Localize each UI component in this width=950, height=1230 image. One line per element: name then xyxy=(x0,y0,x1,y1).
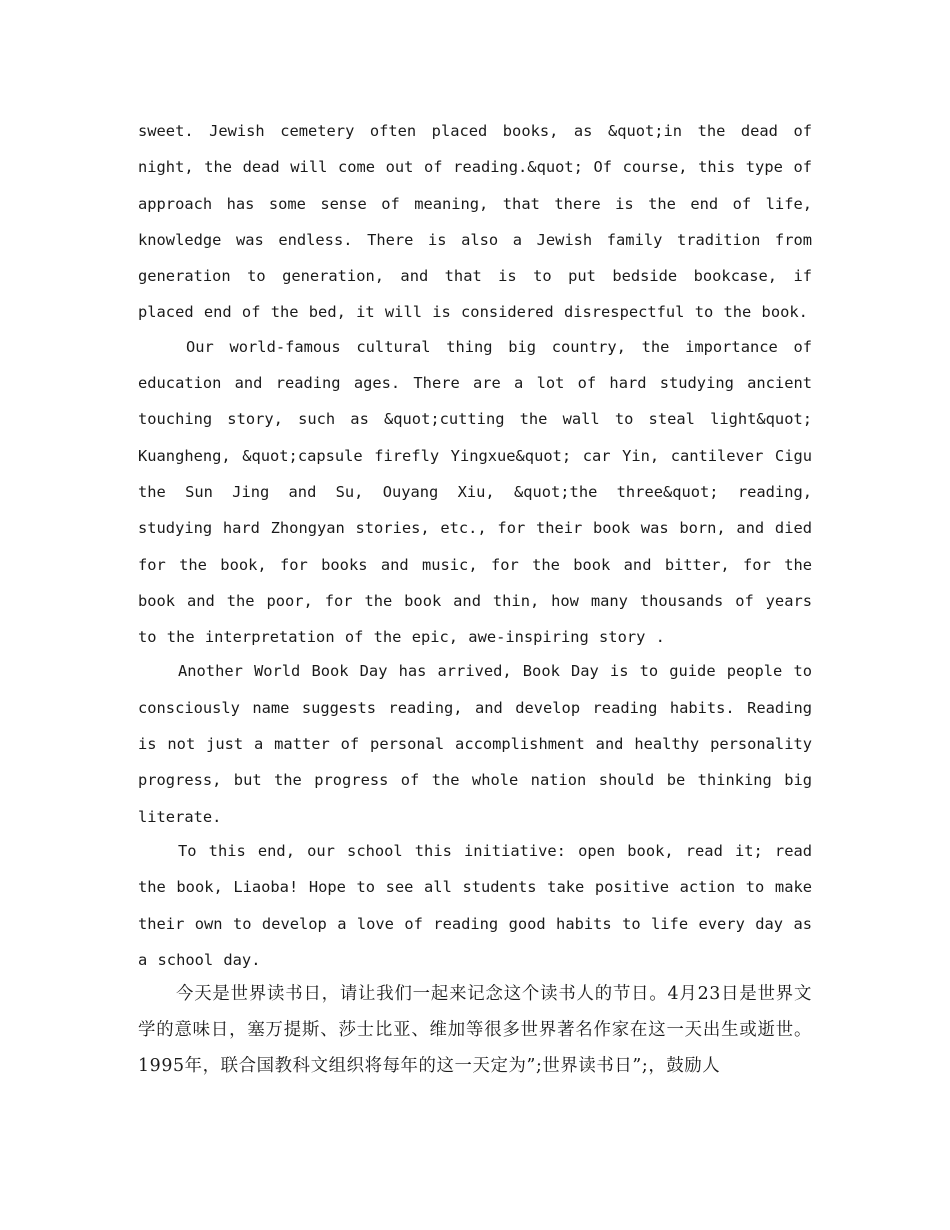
document-body xyxy=(138,113,812,1084)
paragraph-world-book-day: Another World Book Day has arrived, Book Day is to guide people to consciously name suggests reading, and develop reading habits. Reading is not just a matter of personal accomplishment and healthy personality progress, but the progress of the whole nation should be thinking big literate. xyxy=(138,662,812,826)
paragraph-chinese-reading-stories: Our world-famous cultural thing big country, the importance of education and reading ages. There are a lot of hard studying ancient touching story, such as &quot;cutting the wall to steal light&quot; Kuangheng, &quot;capsule firefly Yingxue&quot; car Yin, cantilever Cigu the Sun Jing and Su, Ouyang Xiu, &quot;the three&quot; reading, studying hard Zhongyan stories, etc., for their book was born, and died for the book, for books and music, for the book and bitter, for the book and the poor, for the book and thin, how many thousands of years to the interpretation of the epic, awe-inspiring story . xyxy=(138,337,812,647)
paragraph-jewish-tradition: sweet. Jewish cemetery often placed books, as &quot;in the dead of night, the dead will come out of reading.&quot; Of course, this type of approach has some sense of meaning, that there is the end of life, knowledge was endless. There is also a Jewish family tradition from generation to generation, and that is to put bedside bookcase, if placed end of the bed, it will is considered disrespectful to the book. xyxy=(138,122,812,322)
paragraph-school-initiative: To this end, our school this initiative: open book, read it; read the book, Liaoba! Hope to see all students take positive action to make their own to develop a love of reading good habits to life every day as a school day. xyxy=(138,841,812,969)
paragraph-chinese-text: 今天是世界读书日，请让我们一起来记念这个读书人的节日。4月23日是世界文学的意味日，塞万提斯、莎士比亚、维加等很多世界著名作家在这一天出生或逝世。1995年，联合国教科文组织将每年的这一天定为”;世界读书日”;，鼓励人 xyxy=(138,984,812,1077)
